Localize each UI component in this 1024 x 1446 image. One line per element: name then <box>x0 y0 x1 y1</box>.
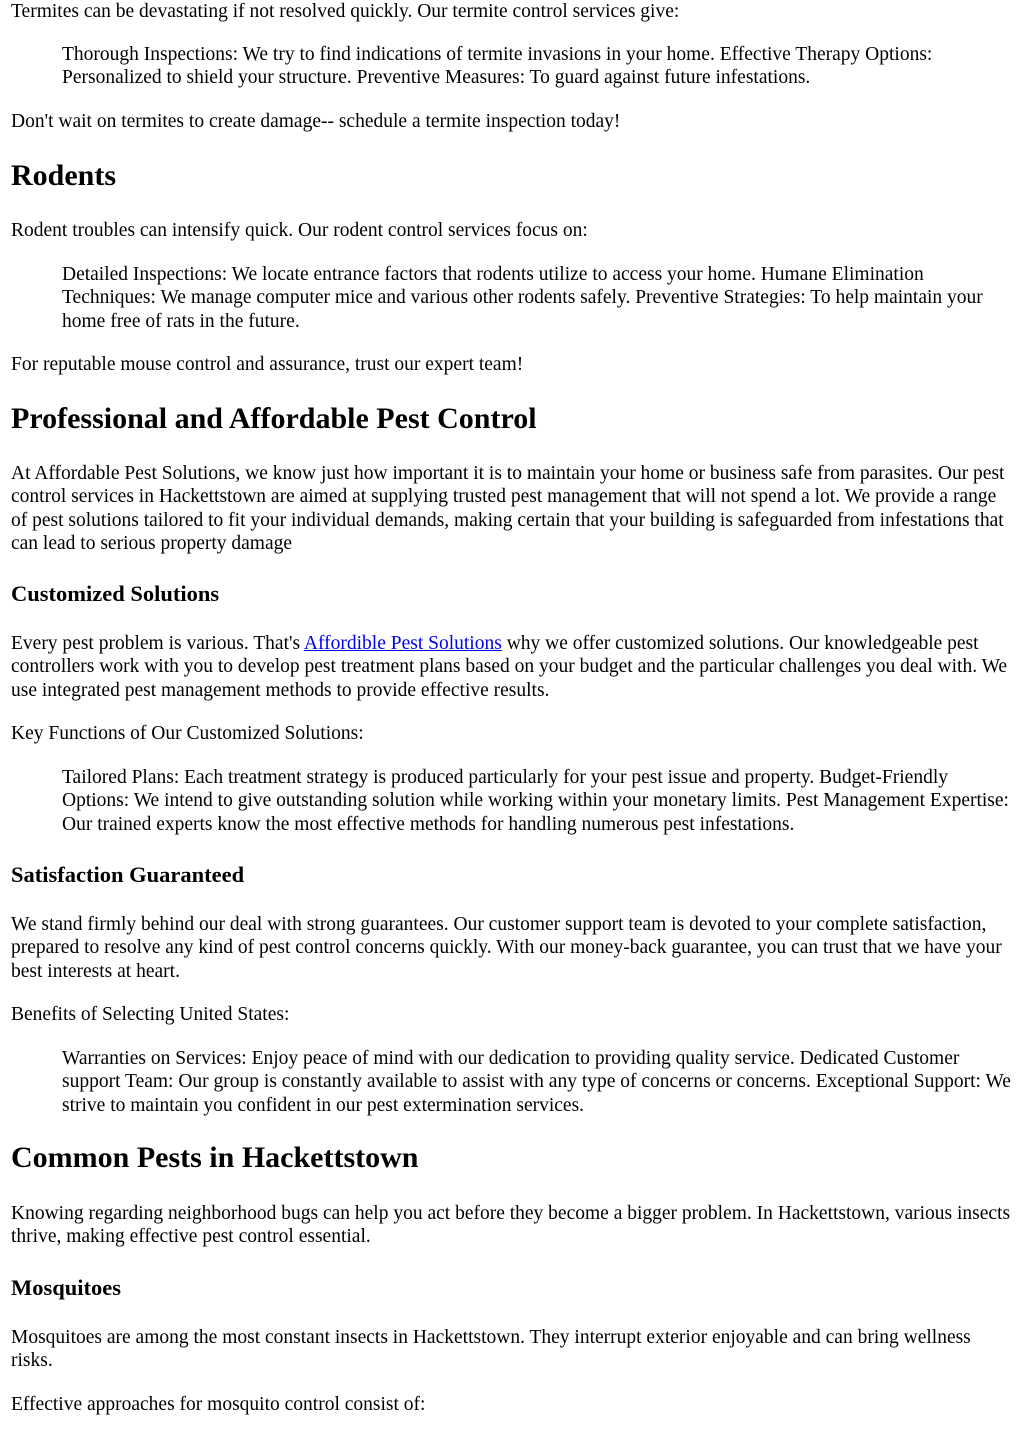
professional-body: At Affordable Pest Solutions, we know just how important it is to maintain your home or business safe from parasites. Our pest control services in Hackettstown are aimed at supplying trusted pest management that will not spend a lot. We provide a range of pest solutions tailored to fit your individual demands, making certain that your building is safeguarded from infestations that can lead to serious property damage <box>11 463 1005 554</box>
professional-heading: Professional and Affordable Pest Control <box>11 402 537 435</box>
mosquitoes-approaches-intro: Effective approaches for mosquito control consist of: <box>11 1394 426 1415</box>
satisfaction-benefits-list: Warranties on Services: Enjoy peace of mind with our dedication to providing quality service. Dedicated Customer support Team: Our group is constantly available to assist with any type of concerns or concerns. Exceptional Support: We strive to maintain you confident in our pest extermination services. <box>62 1048 1011 1116</box>
satisfaction-benefits-intro: Benefits of Selecting United States: <box>11 1004 290 1025</box>
customized-body <box>11 632 1017 702</box>
affordible-pest-solutions-link[interactable]: Affordible Pest Solutions <box>303 633 502 654</box>
termites-services-list: Thorough Inspections: We try to find indications of termite invasions in your home. Effective Therapy Options: Personalized to shield your structure. Preventive Measures: To guard against future infestations. <box>62 44 933 89</box>
customized-features-list: Tailored Plans: Each treatment strategy is produced particularly for your pest issue and property. Budget-Friendly Options: We intend to give outstanding solution while working within your monetary limits. Pest Management Expertise: Our trained experts know the most effective methods for handling numerous pest infestations. <box>62 767 1009 835</box>
customized-heading: Customized Solutions <box>11 581 220 606</box>
rodents-heading: Rodents <box>11 159 117 192</box>
customized-body-start: Every pest problem is various. That's <box>11 633 304 654</box>
rodents-intro: Rodent troubles can intensify quick. Our rodent control services focus on: <box>11 220 588 241</box>
rodents-services-list: Detailed Inspections: We locate entrance factors that rodents utilize to access your home. Humane Elimination Techniques: We manage computer mice and various other rodents safely. Preventive Strategies: To help maintain your home free of rats in the future. <box>62 264 983 332</box>
common-pests-body: Knowing regarding neighborhood bugs can help you act before they become a bigger problem. In Hackettstown, various insects thrive, making effective pest control essential. <box>11 1203 1011 1248</box>
satisfaction-body: We stand firmly behind our deal with strong guarantees. Our customer support team is devoted to your complete satisfaction, prepared to resolve any kind of pest control concerns quickly. With our money-back guarantee, you can trust that we have your best interests at heart. <box>11 914 1002 982</box>
mosquitoes-heading: Mosquitoes <box>11 1275 122 1300</box>
customized-key-intro: Key Functions of Our Customized Solutions: <box>11 723 364 744</box>
customized-body-end: why we offer customized solutions. Our knowledgeable pest controllers work with you to develop pest treatment plans based on your budget and the particular challenges you deal with. We use integrated pest management methods to provide effective results. <box>11 633 1008 701</box>
termites-intro: Termites can be devastating if not resolved quickly. Our termite control services give: <box>11 1 680 22</box>
termites-closing: Don't wait on termites to create damage-- schedule a termite inspection today! <box>11 111 621 132</box>
common-pests-heading: Common Pests in Hackettstown <box>11 1141 419 1174</box>
mosquitoes-body: Mosquitoes are among the most constant insects in Hackettstown. They interrupt exterior enjoyable and can bring wellness risks. <box>11 1327 971 1372</box>
rodents-closing: For reputable mouse control and assurance, trust our expert team! <box>11 354 524 375</box>
satisfaction-heading: Satisfaction Guaranteed <box>11 862 245 887</box>
